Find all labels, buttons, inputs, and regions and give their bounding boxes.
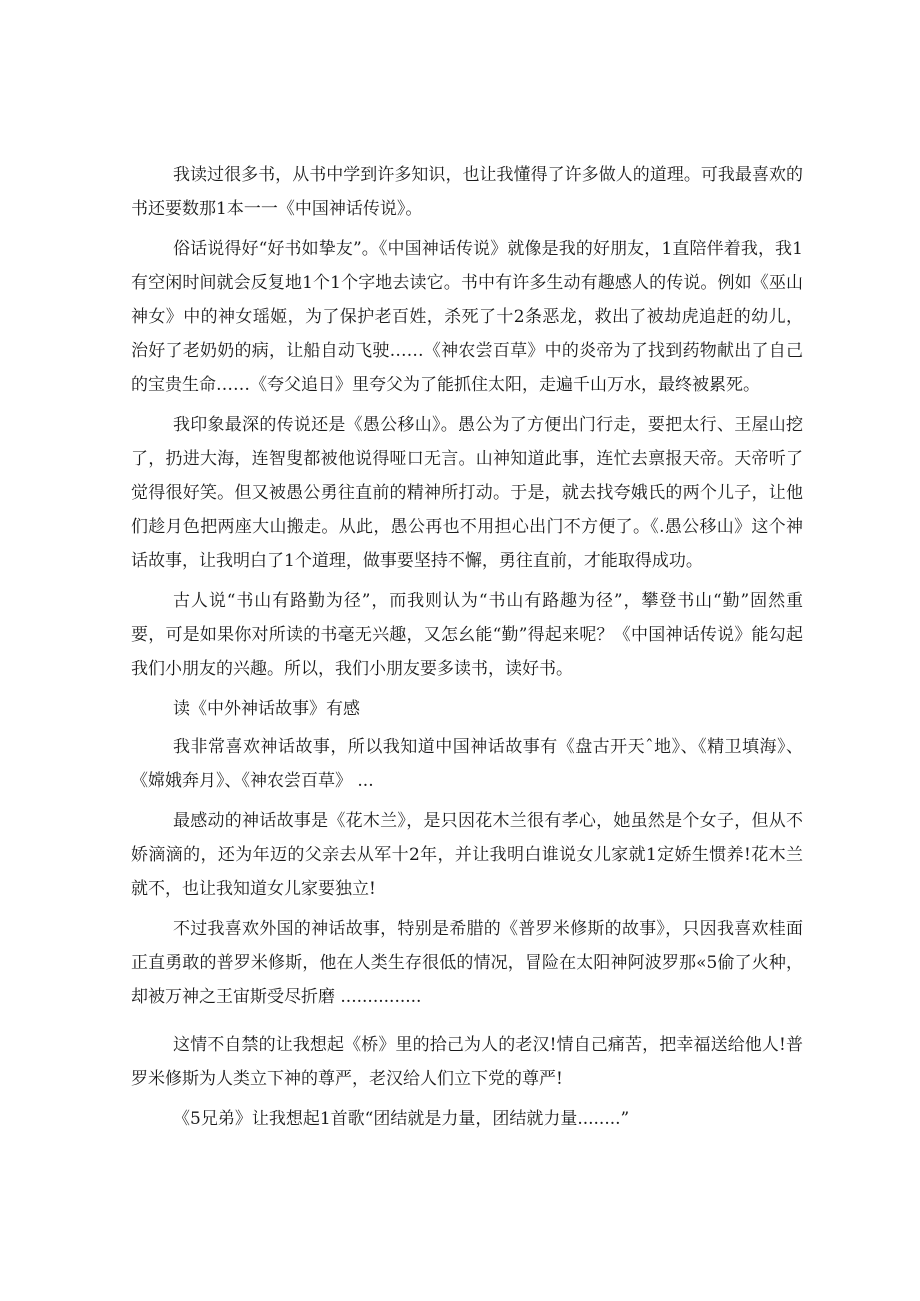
essay-title: 读《中外神话故事》有感 xyxy=(173,699,360,719)
paragraph-4: 古人说“书山有路勤为径”，而我则认为“书山有路趣为径”，攀登书山“勤”固然重要，可是如果你对所读的书毫无兴趣，又怎幺能“勤”得起来呢？《中国神话传说》能勾起我们小朋友的兴趣。所以，我们小朋友要多读书，读好书。 xyxy=(131,591,803,679)
paragraph-8: 这情不自禁的让我想起《桥》里的拾己为人的老汉!情自己痛苦，把幸福送给他人!普罗米修斯为人类立下神的尊严，老汉给人们立下党的尊严! xyxy=(131,1035,803,1089)
paragraph-6: 最感动的神话故事是《花木兰》，是只因花木兰很有孝心，她虽然是个女子，但从不娇滴滴的，还为年迈的父亲去从军十2年，并让我明白谁说女儿家就1定娇生惯养!花木兰就不，也让我知道女儿家要独立! xyxy=(131,811,803,899)
paragraph-5: 我非常喜欢神话故事，所以我知道中国神话故事有《盘古开天ˆ地》、《精卫填海》、《嫦娥奔月》、《神农尝百草》 ... xyxy=(131,737,803,791)
paragraph-1: 我读过很多书，从书中学到许多知识，也让我懂得了许多做人的道理。可我最喜欢的书还要数那1本一一《中国神话传说》。 xyxy=(131,165,803,219)
paragraph-7: 不过我喜欢外国的神话故事，特别是希腊的《普罗米修斯的故事》，只因我喜欢桂面正直勇敢的普罗米修斯，他在人类生存很低的情况，冒险在太阳神阿波罗那«5偷了火种，却被万神之王宙斯受尽折磨 ............... xyxy=(131,919,803,1007)
paragraph-9: 《5兄弟》让我想起1首歌“团结就是力量，团结就力量........” xyxy=(173,1109,630,1129)
document-body xyxy=(131,158,803,1142)
paragraph-2: 俗话说得好“好书如挚友”。《中国神话传说》就像是我的好朋友，1直陪伴着我，我1有空闲时间就会反复地1个1个字地去读它。书中有许多生动有趣感人的传说。例如《巫山神女》中的神女瑶姬，为了保护老百姓，杀死了十2条恶龙，救出了被劫虎追赶的幼儿，治好了老奶奶的病，让船自动飞驶……《神农尝百草》中的炎帝为了找到药物献出了自己的宝贵生命……《夸父追日》里夸父为了能抓住太阳，走遍千山万水，最终被累死。 xyxy=(131,239,803,395)
paragraph-3: 我印象最深的传说还是《愚公移山》。愚公为了方便出门行走，要把太行、王屋山挖了，扔进大海，连智叟都被他说得哑口无言。山神知道此事，连忙去禀报天帝。天帝听了觉得很好笑。但又被愚公勇往直前的精神所打动。于是，就去找夸娥氏的两个儿子，让他们趁月色把两座大山搬走。从此，愚公再也不用担心出门不方便了。《.愚公移山》这个神话故事，让我明白了1个道理，做事要坚持不懈，勇往直前，才能取得成功。 xyxy=(131,415,803,571)
